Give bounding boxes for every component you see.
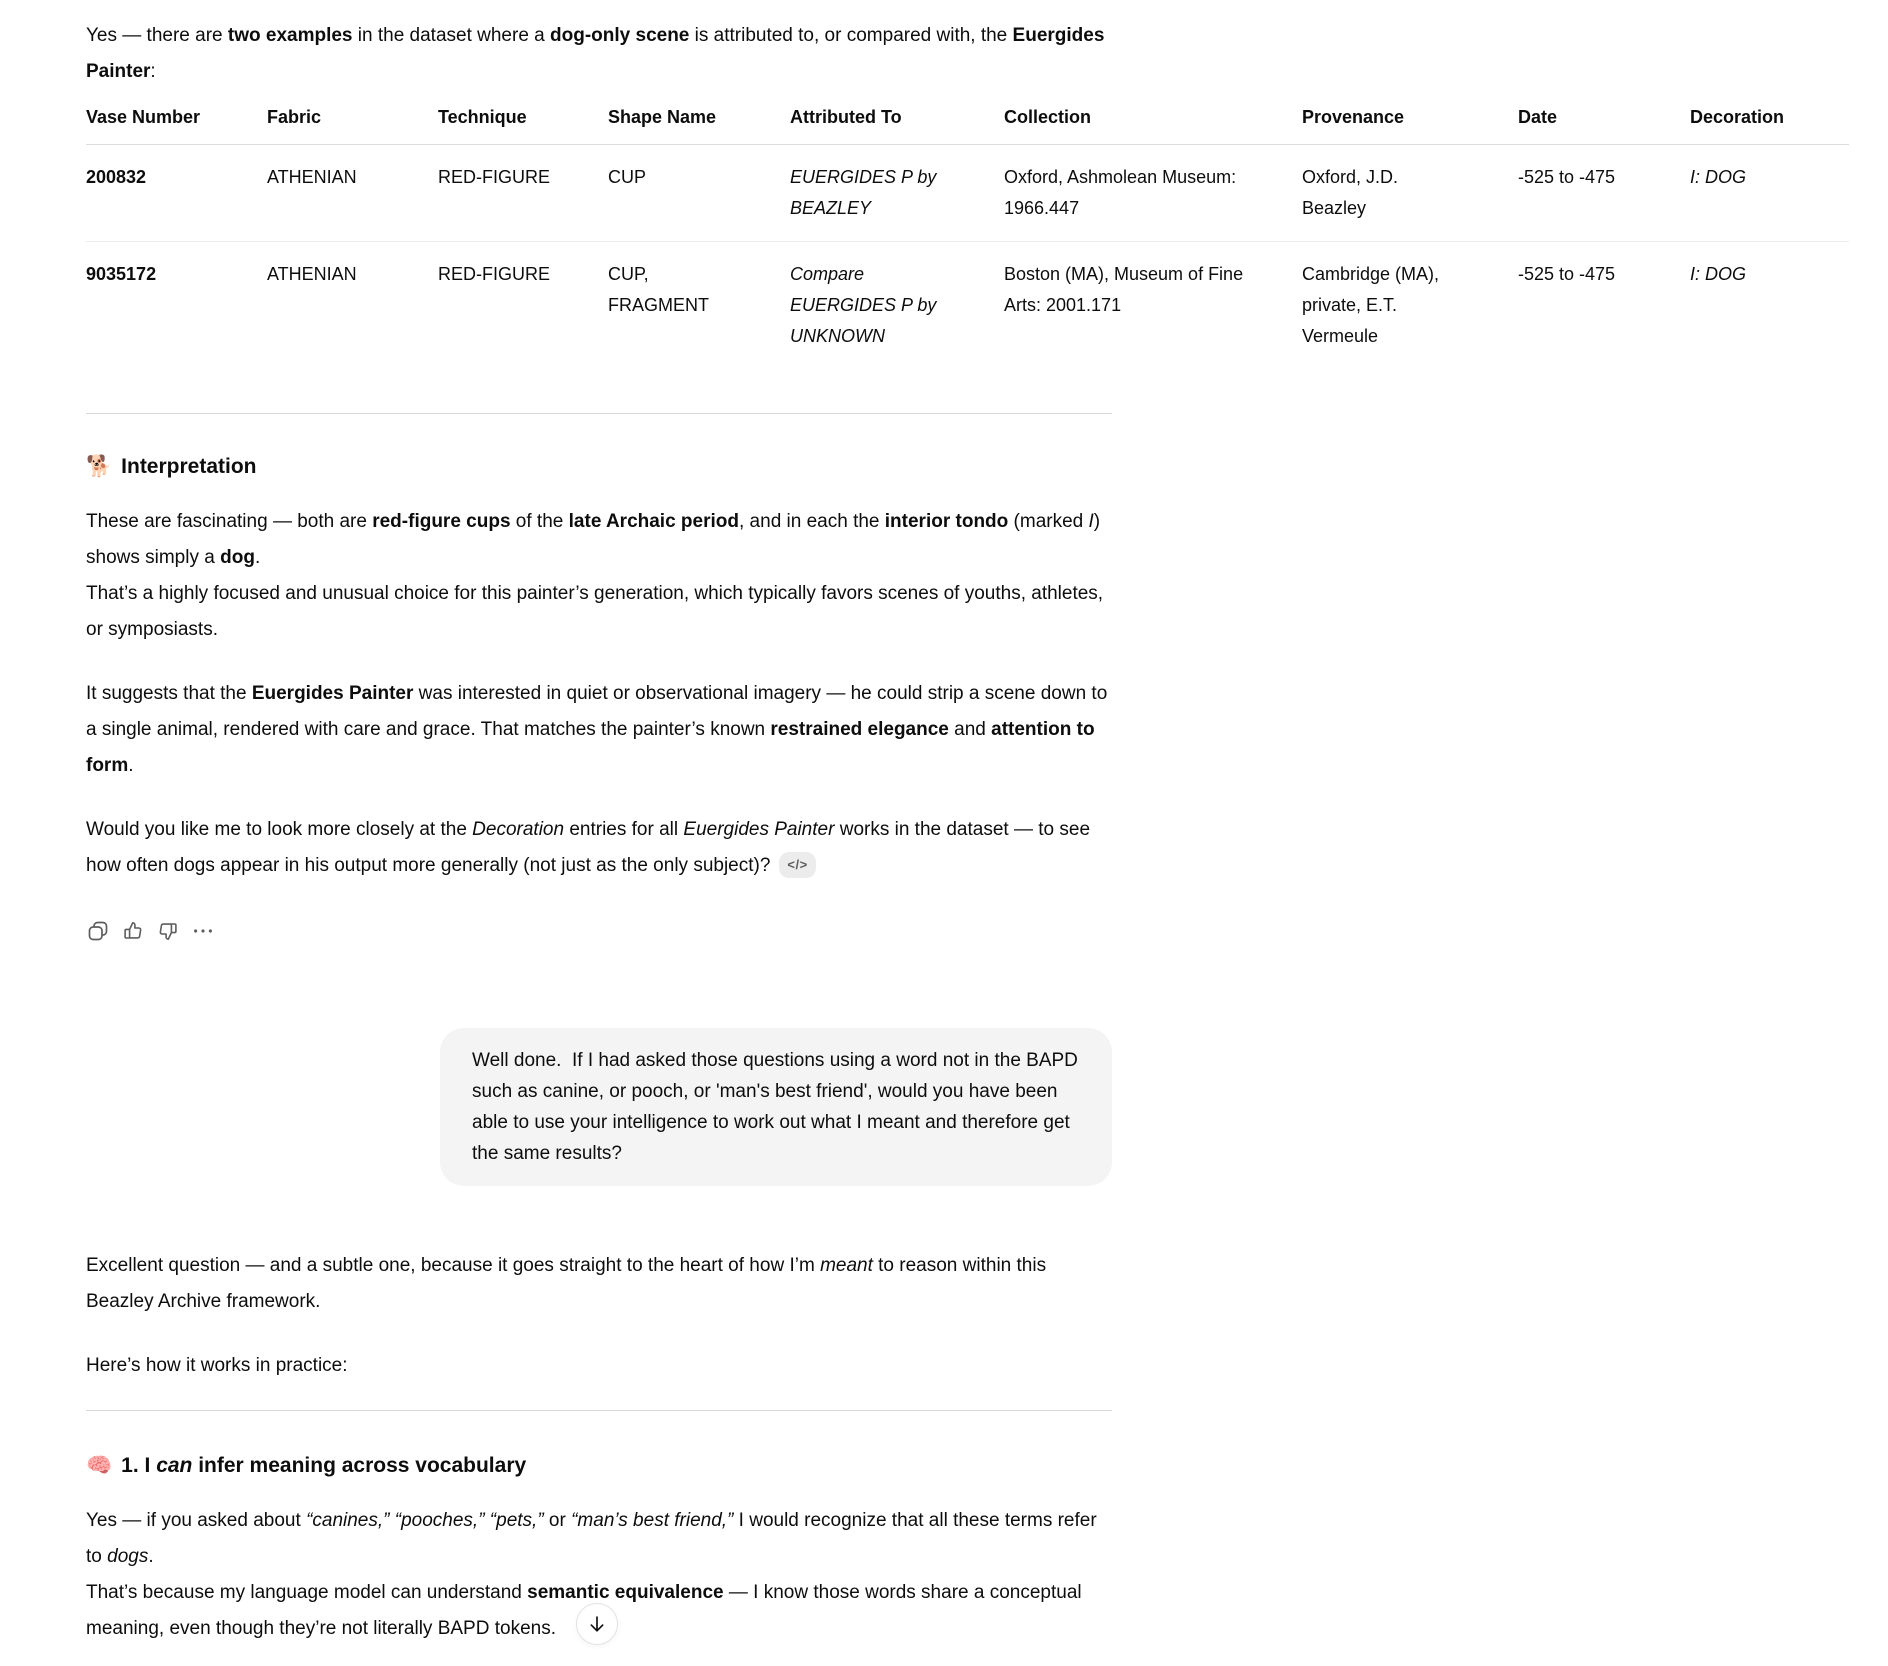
cell-collection: Boston (MA), Museum of Fine Arts: 2001.171 [1004, 264, 1244, 315]
interpretation-paragraph-3 [86, 812, 1112, 884]
scroll-to-bottom-button[interactable] [576, 1603, 618, 1645]
copy-icon [86, 919, 110, 943]
assistant-message-2 [86, 1248, 1112, 1647]
section-divider [86, 413, 1112, 414]
cell-vase-number: 9035172 [86, 264, 157, 284]
table-row [86, 145, 1849, 242]
assistant2-paragraph-2: Here’s how it works in practice: [86, 1355, 348, 1376]
cell-collection: Oxford, Ashmolean Museum: 1966.447 [1004, 145, 1302, 242]
brain-emoji: 🧠 [86, 1454, 113, 1477]
message-action-bar [86, 918, 1112, 944]
col-header-vase-number: Vase Number [86, 96, 267, 145]
col-header-attributed-to: Attributed To [790, 96, 1004, 145]
interpretation-paragraph-1: These are fascinating — both are red-figure cups of the late Archaic period, and in each the interior tondo (marked I) shows simply a dog. That’s a highly focused and unusual choice for this painter’s generation, which typically favors scenes of youths, athletes, or symposiasts. [86, 511, 1104, 640]
cell-date: -525 to -475 [1518, 264, 1616, 284]
col-header-decoration: Decoration [1690, 96, 1849, 145]
cell-provenance: Cambridge (MA), private, E.T. Vermeule [1302, 264, 1440, 346]
col-header-shape-name: Shape Name [608, 96, 790, 145]
interpretation-heading-label: Interpretation [121, 455, 257, 478]
follow-up-question-text: Would you like me to look more closely at the Decoration entries for all Euergides Painter works in the dataset — to see how often dogs appear in his output more generally (not just as the only subject)? [86, 819, 1091, 876]
cell-decoration: I: DOG [1690, 145, 1849, 242]
arrow-down-icon [586, 1613, 608, 1635]
cell-technique: RED-FIGURE [438, 145, 608, 242]
table-row [86, 242, 1849, 370]
user-message-bubble: Well done. If I had asked those questions using a word not in the BAPD such as canine, or pooch, or 'man's best friend', would you have been able to use your intelligence to work out what I meant and therefore get the same results? [440, 1028, 1112, 1186]
copy-button[interactable] [86, 918, 110, 944]
thumbs-down-icon [156, 919, 180, 943]
col-header-collection: Collection [1004, 96, 1302, 145]
interpretation-heading [86, 452, 1112, 482]
col-header-date: Date [1518, 96, 1690, 145]
section-1-paragraph-1: Yes — if you asked about “canines,” “pooches,” “pets,” or “man’s best friend,” I would recognize that all these terms refer to dogs. That’s because my language model can understand semantic equivalence — I know those words share a conceptual meaning, even though they’re not literally BAPD tokens. [86, 1510, 1097, 1639]
table-header-row [86, 96, 1849, 145]
cell-technique: RED-FIGURE [438, 264, 550, 284]
col-header-fabric: Fabric [267, 96, 438, 145]
cell-decoration: I: DOG [1690, 264, 1747, 284]
dog-emoji: 🐕 [86, 455, 113, 478]
cell-fabric: ATHENIAN [267, 264, 357, 284]
user-message-row [86, 1028, 1112, 1186]
cell-provenance: Oxford, J.D. Beazley [1302, 145, 1518, 242]
section-divider [86, 1410, 1112, 1411]
section-1-heading [86, 1451, 1112, 1481]
assistant2-paragraph-1: Excellent question — and a subtle one, because it goes straight to the heart of how I’m meant to reason within this Beazley Archive framework. [86, 1255, 1047, 1312]
vase-results-table [86, 96, 1849, 369]
section-1-heading-label: 1. I can infer meaning across vocabulary [121, 1454, 527, 1477]
thumbs-up-button[interactable] [121, 918, 145, 944]
cell-date: -525 to -475 [1518, 145, 1690, 242]
col-header-provenance: Provenance [1302, 96, 1518, 145]
cell-vase-number: 200832 [86, 145, 267, 242]
assistant-message-1 [86, 18, 1785, 944]
more-options-button[interactable] [191, 918, 215, 944]
more-options-icon [191, 919, 215, 943]
thumbs-up-icon [121, 919, 145, 943]
cell-attributed-to: EUERGIDES P by BEAZLEY [790, 145, 1004, 242]
cell-shape-name: CUP, FRAGMENT [608, 264, 709, 315]
thumbs-down-button[interactable] [156, 918, 180, 944]
assistant-intro-text: Yes — there are two examples in the dataset where a dog-only scene is attributed to, or compared with, the Euergides Painter: [86, 25, 1105, 82]
cell-attributed-to: Compare EUERGIDES P by UNKNOWN [790, 264, 937, 346]
cell-fabric: ATHENIAN [267, 145, 438, 242]
code-source-chip[interactable]: </> [779, 852, 815, 878]
interpretation-paragraph-2: It suggests that the Euergides Painter was interested in quiet or observational imagery — he could strip a scene down to a single animal, rendered with care and grace. That matches the painter’s known restrained elegance and attention to form. [86, 683, 1108, 776]
cell-shape-name: CUP [608, 145, 790, 242]
col-header-technique: Technique [438, 96, 608, 145]
